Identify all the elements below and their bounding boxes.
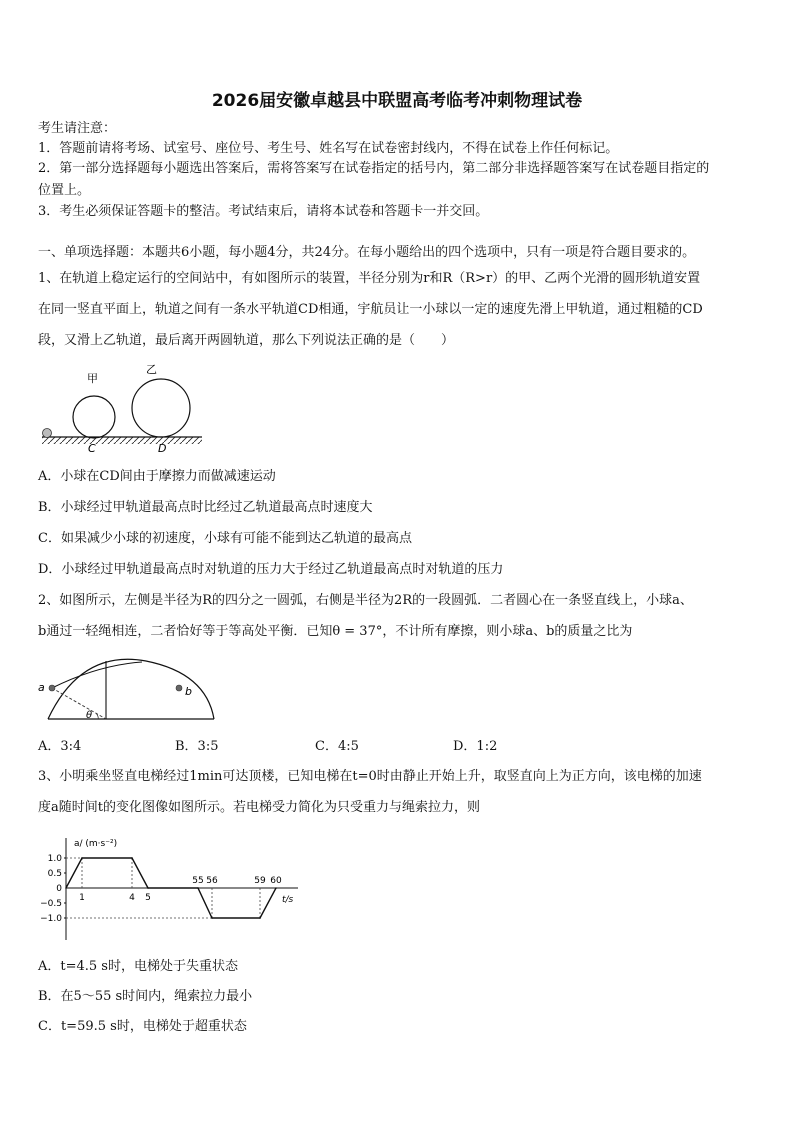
track-yi (132, 379, 190, 437)
x-tick-label: 55 (192, 876, 204, 886)
page-title: 2026届安徽卓越县中联盟高考临考冲刺物理试卷 (211, 91, 583, 111)
y-tick-label: −0.5 (40, 899, 62, 909)
y-tick-label: −1.0 (40, 914, 62, 924)
y-tick-label: 0.5 (47, 869, 62, 879)
question-2-line: b通过一轻绳相连，二者恰好等于等高处平衡．已知θ = 37°，不计所有摩擦，则小球a、b的质量之比为 (38, 624, 633, 639)
x-tick-label: 4 (129, 893, 135, 903)
option: A．小球在CD间由于摩擦力而做减速运动 (38, 469, 276, 484)
x-tick-label: 56 (206, 876, 218, 886)
label-jia: 甲 (87, 372, 98, 385)
option: A．t=4.5 s时，电梯处于失重状态 (38, 959, 238, 974)
question-2-figure (36, 655, 226, 725)
question-2-line: 2、如图所示，左侧是半径为R的四分之一圆弧，右侧是半径为2R的一段圆弧．二者圆心在一条竖直线上，小球a、 (38, 593, 693, 608)
notice-heading: 考生请注意： (38, 121, 117, 136)
option: C．4:5 (315, 739, 359, 754)
section-heading: 一、单项选择题：本题共6小题，每小题4分，共24分。在每小题给出的四个选项中，只有一项是符合题目要求的。 (38, 245, 696, 260)
option: C．t=59.5 s时，电梯处于超重状态 (38, 1019, 247, 1034)
option: D．1:2 (453, 739, 498, 754)
ground-hatch (42, 437, 202, 444)
track-jia (73, 396, 115, 438)
label-yi: 乙 (146, 363, 157, 376)
question-1-figure (38, 358, 208, 458)
ball-b (176, 685, 182, 691)
data-point (211, 917, 213, 919)
option: B．小球经过甲轨道最高点时比经过乙轨道最高点时速度大 (38, 500, 373, 515)
data-point (81, 857, 83, 859)
y-tick-label: 0 (56, 884, 62, 894)
ball (43, 429, 52, 438)
option: B．3:5 (175, 739, 219, 754)
data-point (275, 887, 277, 889)
x-tick-label: 60 (270, 876, 282, 886)
y-tick-label: 1.0 (47, 854, 62, 864)
ball-a (49, 685, 55, 691)
option: C．如果减少小球的初速度，小球有可能不能到达乙轨道的最高点 (38, 531, 412, 546)
question-1-line: 1、在轨道上稳定运行的空间站中，有如图所示的装置，半径分别为r和R（R>r）的甲、乙两个光滑的圆形轨道安置 (38, 271, 701, 286)
notice-item: 1．答题前请将考场、试室号、座位号、考生号、姓名写在试卷密封线内，不得在试卷上作任何标记。 (38, 141, 619, 156)
data-point (131, 857, 133, 859)
y-axis-label: a/ (m·s⁻²) (74, 839, 118, 849)
x-axis-label: t/s (282, 895, 294, 905)
label-a: a (38, 681, 45, 694)
label-b: b (185, 685, 192, 698)
x-tick-label: 1 (79, 893, 85, 903)
label-c: C (88, 442, 96, 455)
option: B．在5～55 s时间内，绳索拉力最小 (38, 989, 253, 1004)
data-point (147, 887, 149, 889)
data-point (197, 887, 199, 889)
radius-dashed (52, 688, 106, 719)
option: A．3:4 (38, 739, 82, 754)
question-1-line: 在同一竖直平面上，轨道之间有一条水平轨道CD相通，宇航员让一小球以一定的速度先滑上甲轨道，通过粗糙的CD (38, 302, 703, 317)
question-1-line: 段，又滑上乙轨道，最后离开两圆轨道，那么下列说法正确的是（ ） (38, 333, 455, 348)
notice-item: 2．第一部分选择题每小题选出答案后，需将答案写在试卷指定的括号内，第二部分非选择题答案写在试卷题目指定的 (38, 161, 710, 176)
x-tick-label: 59 (254, 876, 266, 886)
question-3-line: 3、小明乘坐竖直电梯经过1min可达顶楼，已知电梯在t=0时由静止开始上升，取竖直向上为正方向，该电梯的加速 (38, 769, 702, 784)
question-3-line: 度a随时间t的变化图像如图所示。若电梯受力简化为只受重力与绳索拉力，则 (38, 800, 480, 815)
data-point (65, 887, 67, 889)
notice-item: 3．考生必须保证答题卡的整洁。考试结束后，请将本试卷和答题卡一并交回。 (38, 204, 489, 219)
x-tick-label: 5 (145, 893, 151, 903)
notice-item: 位置上。 (38, 183, 91, 198)
option: D．小球经过甲轨道最高点时对轨道的压力大于经过乙轨道最高点时对轨道的压力 (38, 562, 504, 577)
data-point (259, 917, 261, 919)
acceleration-chart (36, 830, 306, 945)
label-d: D (158, 442, 167, 455)
label-theta: θ (86, 710, 93, 721)
